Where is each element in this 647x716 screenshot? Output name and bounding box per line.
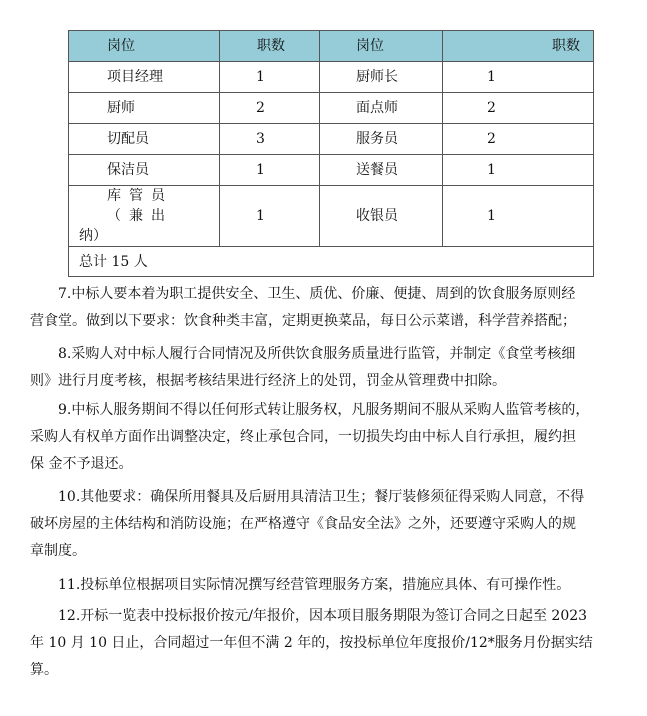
header-count-2: 职数 [443,31,594,62]
table-row [69,62,594,93]
count-cell: 3 [220,124,320,155]
position-cell: 厨师 [69,93,220,124]
table-row [69,124,594,155]
count-cell: 1 [443,155,594,186]
staff-table [68,30,594,277]
table-row [69,186,594,247]
count-cell: 2 [443,93,594,124]
count-cell: 2 [220,93,320,124]
count-cell: 1 [220,186,320,247]
position-cell: 收银员 [320,186,443,247]
paragraph-line: 8.采购人对中标人履行合同情况及所供饮食服务质量进行监管，并制定《食堂考核细 [58,346,576,362]
paragraph-10 [30,484,622,565]
count-cell: 2 [443,124,594,155]
count-cell: 1 [220,155,320,186]
paragraph-line: 营食堂。做到以下要求：饮食种类丰富，定期更换菜品，每日公示菜谱，科学营养搭配； [30,313,576,329]
position-cell-line-1: 库管员（兼出 [107,188,173,224]
position-cell: 切配员 [69,124,220,155]
total-cell: 总计 15 人 [69,247,594,277]
table-total-row [69,247,594,277]
position-cell [69,186,220,247]
paragraph-line: 12.开标一览表中投标报价按元/年报价，因本项目服务期限为签订合同之日起至 2023 [58,608,588,624]
paragraph-11 [30,572,622,599]
paragraph-line: 年 10 月 10 日止，合同超过一年但不满 2 年的，按投标单位年度报价/12*服务月份据实结 [30,635,593,651]
count-cell: 1 [443,62,594,93]
table-row [69,155,594,186]
paragraph-7 [30,281,622,335]
header-position-1: 岗位 [69,31,220,62]
header-count-1: 职数 [220,31,320,62]
position-cell: 面点师 [320,93,443,124]
position-cell: 保洁员 [69,155,220,186]
header-position-2: 岗位 [320,31,443,62]
paragraph-9 [30,397,622,478]
paragraph-line: 则》进行月度考核，根据考核结果进行经济上的处罚，罚金从管理费中扣除。 [30,373,506,389]
position-cell: 厨师长 [320,62,443,93]
paragraph-line: 章制度。 [30,543,86,559]
paragraph-12 [30,603,622,684]
paragraph-line: 10.其他要求：确保所用餐具及后厨用具清洁卫生；餐厅装修须征得采购人同意，不得 [58,489,585,505]
paragraph-line: 保 金不予退还。 [30,456,133,472]
position-cell-line-2: 纳） [79,228,107,244]
paragraph-line: 采购人有权单方面作出调整决定，终止承包合同，一切损失均由中标人自行承担，履约担 [30,429,576,445]
position-cell: 项目经理 [69,62,220,93]
paragraph-line: 9.中标人服务期间不得以任何形式转让服务权，凡服务期间不服从采购人监管考核的， [58,402,590,418]
paragraph-line: 7.中标人要本着为职工提供安全、卫生、质优、价廉、便捷、周到的饮食服务原则经 [58,286,576,302]
count-cell: 1 [220,62,320,93]
paragraph-line: 11.投标单位根据项目实际情况撰写经营管理服务方案，措施应具体、有可操作性。 [58,577,571,593]
count-cell: 1 [443,186,594,247]
position-cell: 送餐员 [320,155,443,186]
paragraph-8 [30,341,622,395]
position-cell: 服务员 [320,124,443,155]
table-header-row [69,31,594,62]
paragraph-line: 破坏房屋的主体结构和消防设施；在严格遵守《食品安全法》之外，还要遵守采购人的规 [30,516,576,532]
table-row [69,93,594,124]
paragraph-line: 算。 [30,662,58,678]
